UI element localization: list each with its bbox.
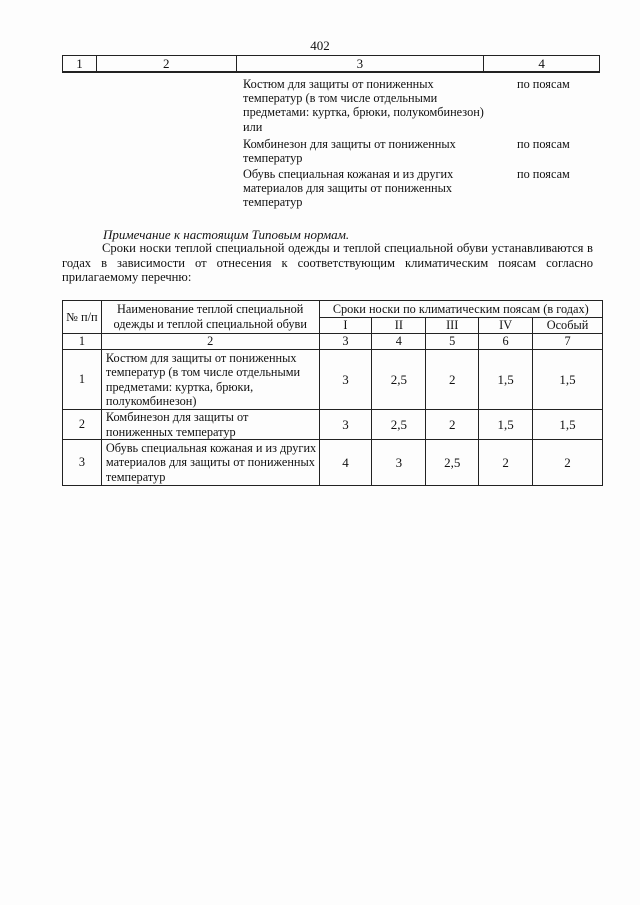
index-cell: 6 (479, 334, 533, 350)
row-value: 2 (426, 410, 479, 440)
item-name-1: Костюм для защиты от пониженных температур (в том числе отдельными предметами: куртка, брюки, полукомбинезон) или (243, 77, 484, 134)
row-name: Костюм для защиты от пониженных температур (в том числе отдельными предметами: куртка, брюки, полукомбинезон) (101, 350, 319, 410)
header-col-1: 1 (63, 56, 97, 73)
header-zone-2: II (372, 318, 426, 334)
row-value: 2 (479, 440, 533, 486)
wear-period-table (62, 300, 603, 486)
row-value: 4 (319, 440, 372, 486)
item-unit-2: по поясам (517, 137, 570, 151)
header-zone-special: Особый (533, 318, 603, 334)
index-cell: 1 (63, 334, 102, 350)
item-unit-3: по поясам (517, 167, 570, 181)
header-num: № п/п (63, 301, 102, 334)
note-text: Сроки носки теплой специальной одежды и теплой специальной обуви устанавливаются в годах в зависимости от отнесения к соответствующим климатическим поясам согласно прилагаемому перечню: (62, 241, 593, 284)
row-value: 3 (372, 440, 426, 486)
row-value: 3 (319, 350, 372, 410)
row-value: 2,5 (372, 350, 426, 410)
row-value: 2,5 (426, 440, 479, 486)
item-unit-1: по поясам (517, 77, 570, 91)
note-title: Примечание к настоящим Типовым нормам. (103, 227, 350, 242)
row-number: 1 (63, 350, 102, 410)
header-name: Наименование теплой специальной одежды и теплой специальной обуви (101, 301, 319, 334)
index-cell: 4 (372, 334, 426, 350)
header-col-4: 4 (484, 56, 600, 73)
index-cell: 2 (101, 334, 319, 350)
row-name: Обувь специальная кожаная и из других материалов для защиты от пониженных температур (101, 440, 319, 486)
table-row (63, 440, 603, 486)
table-row (63, 410, 603, 440)
row-value: 1,5 (533, 410, 603, 440)
row-value: 1,5 (533, 350, 603, 410)
row-name: Комбинезон для защиты от пониженных температур (101, 410, 319, 440)
page-number: 402 (310, 38, 330, 53)
row-value: 3 (319, 410, 372, 440)
header-col-2: 2 (96, 56, 236, 73)
index-cell: 7 (533, 334, 603, 350)
row-value: 2 (426, 350, 479, 410)
item-name-2: Комбинезон для защиты от пониженных температур (243, 137, 456, 166)
row-number: 3 (63, 440, 102, 486)
row-value: 1,5 (479, 350, 533, 410)
header-zone-1: I (319, 318, 372, 334)
row-value: 2 (533, 440, 603, 486)
index-cell: 5 (426, 334, 479, 350)
row-value: 2,5 (372, 410, 426, 440)
header-zones-group: Сроки носки по климатическим поясам (в годах) (319, 301, 602, 318)
header-zone-4: IV (479, 318, 533, 334)
index-cell: 3 (319, 334, 372, 350)
header-zone-3: III (426, 318, 479, 334)
row-number: 2 (63, 410, 102, 440)
column-header-table (62, 55, 600, 73)
row-value: 1,5 (479, 410, 533, 440)
header-col-3: 3 (236, 56, 484, 73)
table-row (63, 350, 603, 410)
item-name-3: Обувь специальная кожаная и из других материалов для защиты от пониженных температур (243, 167, 454, 210)
